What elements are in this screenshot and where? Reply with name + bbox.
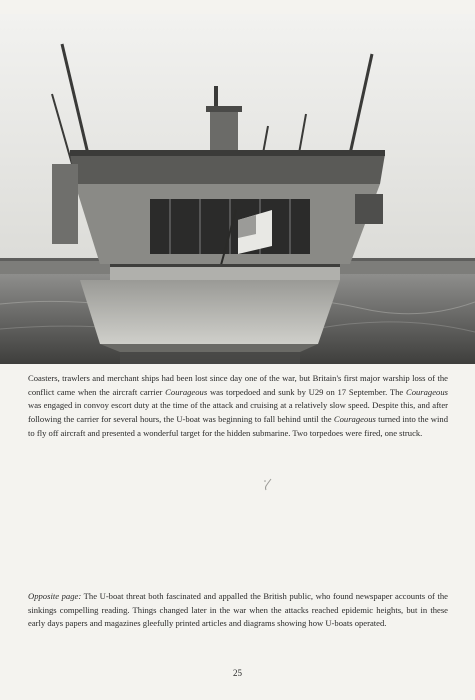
paragraph-text-a: Coasters, trawlers and merchant ships had been lost since day one of the war, but Britain's first major warship loss of the conflict came when the aircraft carrier xyxy=(28,373,448,397)
figure-caption xyxy=(28,590,448,631)
caption-text: The U-boat threat both fascinated and appalled the British public, who found newspaper accounts of the sinkings compelling reading. Things changed later in the war when the attacks reached epidemic heights, but in these early days papers and magazines gleefully printed articles and diagrams showing how U-boats operated. xyxy=(28,591,448,629)
carrier-photo xyxy=(0,14,475,364)
paragraph-text-c: was engaged in convoy escort duty at the time of the attack and cruising at a relatively slow speed. Despite this, and after following the carrier for several hours, the U-boat was beginning to fall behind until the xyxy=(28,400,448,425)
page-number: 25 xyxy=(233,668,242,678)
carrier-photo-illustration xyxy=(0,14,475,364)
paragraph-text-b: was torpedoed and sunk by U29 on 17 September. The xyxy=(207,386,406,397)
ship-name: Courageous xyxy=(165,386,208,397)
ship-name: Courageous xyxy=(333,414,376,425)
main-paragraph xyxy=(28,372,448,441)
ship-name: Courageous xyxy=(405,386,448,397)
ink-mark xyxy=(262,478,274,492)
paragraph-text-d: turned into the wind to fly off aircraft and presented a wonderful target for the hidden submarine. Two torpedoes were fired, one struck. xyxy=(28,414,448,438)
caption-label: Opposite page: xyxy=(28,591,82,601)
